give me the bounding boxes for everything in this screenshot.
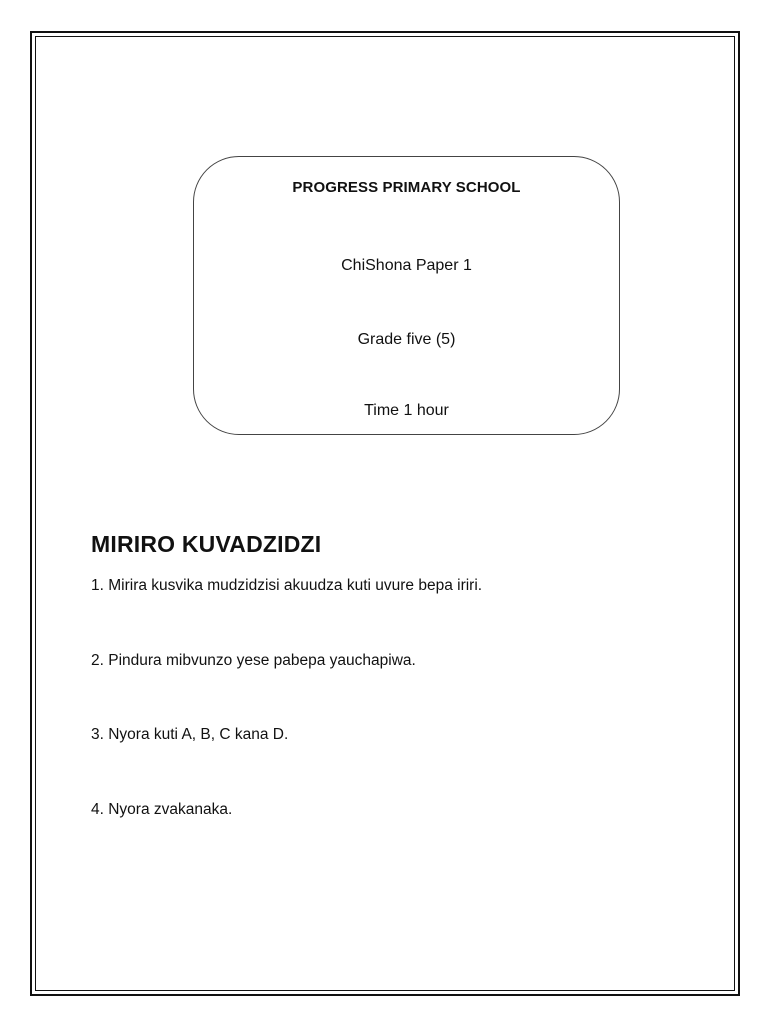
instruction-item: 3. Nyora kuti A, B, C kana D. [91,726,289,743]
title-box [193,156,620,435]
instruction-item: 1. Mirira kusvika mudzidzisi akuudza kuti uvure bepa iriri. [91,577,483,594]
instruction-item: 2. Pindura mibvunzo yese pabepa yauchapiwa. [91,652,416,669]
time-label: Time 1 hour [364,402,449,419]
school-name: PROGRESS PRIMARY SCHOOL [292,179,521,196]
instructions-heading: MIRIRO KUVADZIDZI [91,531,322,557]
instruction-item: 4. Nyora zvakanaka. [91,801,233,818]
subject-title: ChiShona Paper 1 [341,257,472,274]
grade-label: Grade five (5) [357,331,456,348]
